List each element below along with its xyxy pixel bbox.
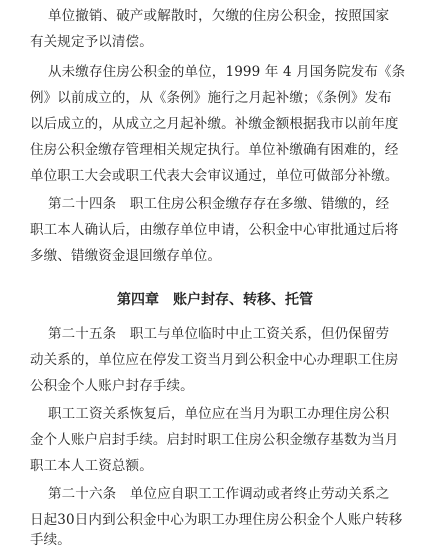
paragraph-line: 职工本人工资总额。 bbox=[30, 458, 153, 474]
paragraph-line: 单位职工大会或职工代表大会审议通过，单位可做部分补缴。 bbox=[30, 168, 399, 184]
paragraph-line: 例》以前成立的，从《条例》施行之月起补缴；《条例》发布 bbox=[30, 90, 392, 106]
paragraph-line: 单位撤销、破产或解散时，欠缴的住房公积金，按照国家 bbox=[48, 8, 390, 24]
paragraph-line: 职工本人确认后，由缴存单位申请，公积金中心审批通过后将 bbox=[30, 222, 399, 238]
paragraph-line: 公积金个人账户封存手续。 bbox=[30, 378, 194, 394]
paragraph-line: 手续。 bbox=[30, 532, 71, 548]
article-24-line: 第二十四条 职工住房公积金缴存存在多缴、错缴的，经 bbox=[48, 196, 390, 212]
paragraph-line: 日起30日内到公积金中心为职工办理住房公积金个人账户转移 bbox=[30, 512, 403, 528]
paragraph-line: 动关系的，单位应在停发工资当月到公积金中心办理职工住房 bbox=[30, 352, 399, 368]
paragraph-line: 住房公积金缴存管理相关规定执行。单位补缴确有困难的，经 bbox=[30, 142, 399, 158]
article-25-line: 第二十五条 职工与单位临时中止工资关系，但仍保留劳 bbox=[48, 326, 390, 342]
paragraph-line: 多缴、错缴资金退回缴存单位。 bbox=[30, 248, 222, 264]
paragraph-line: 有关规定予以清偿。 bbox=[30, 34, 153, 50]
paragraph-line: 从未缴存住房公积金的单位，1999 年 4 月国务院发布《条 bbox=[48, 64, 406, 80]
paragraph-line: 以后成立的，从成立之月起补缴。补缴金额根据我市以前年度 bbox=[30, 116, 399, 132]
paragraph-line: 金个人账户启封手续。启封时职工住房公积金缴存基数为当月 bbox=[30, 432, 399, 448]
chapter-heading: 第四章 账户封存、转移、托管 bbox=[117, 292, 313, 308]
article-26-line: 第二十六条 单位应自职工工作调动或者终止劳动关系之 bbox=[48, 486, 390, 502]
paragraph-line: 职工工资关系恢复后，单位应在当月为职工办理住房公积 bbox=[48, 406, 390, 422]
